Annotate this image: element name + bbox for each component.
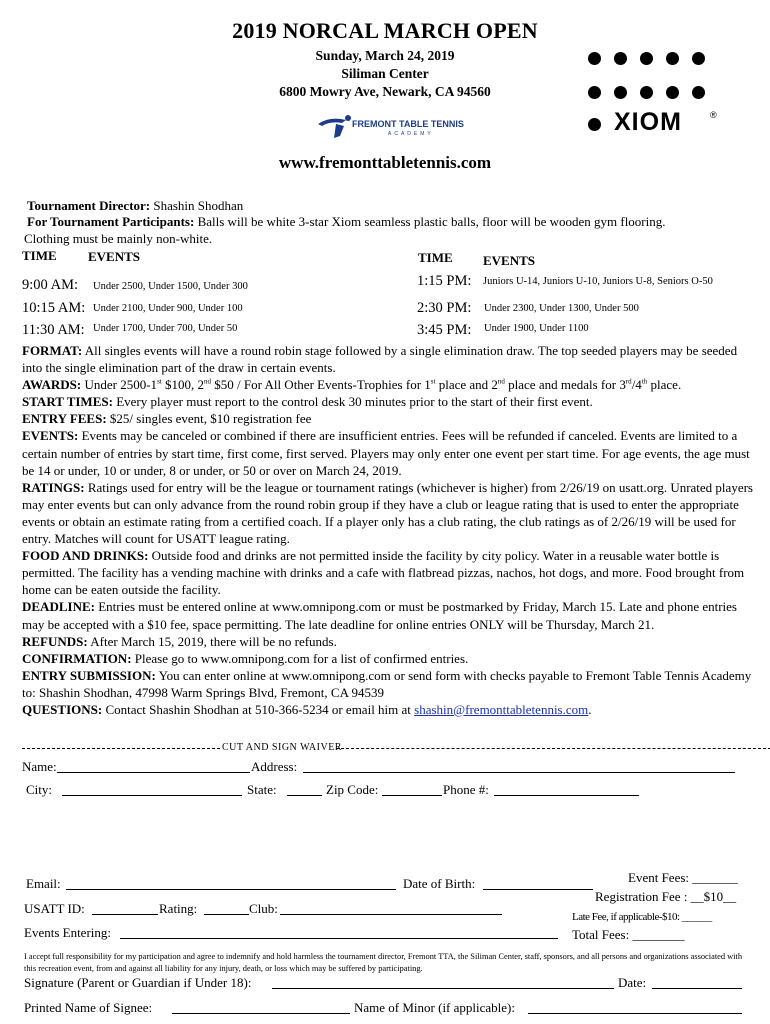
schedule-time: 9:00 AM: [22, 277, 78, 293]
schedule-time: 3:45 PM: [417, 322, 472, 338]
dob-field[interactable] [483, 889, 593, 890]
deadline-paragraph: DEADLINE: Entries must be entered online at www.omnipong.com or must be postmarked by Friday, March 15. Late and phone entries may be accepted with a $10 fee, space permitting. The late deadline for online entries ONLY will be Thursday, March 21. [22, 599, 737, 632]
logo-text: FREMONT TABLE TENNIS [352, 119, 464, 129]
dot-icon [588, 52, 601, 65]
cut-dash-right [336, 748, 770, 749]
events-entering-field[interactable] [120, 938, 558, 939]
rating-label: Rating: [159, 901, 198, 916]
state-field[interactable] [287, 795, 322, 796]
event-venue: Siliman Center [341, 66, 429, 81]
schedule-time: 1:15 PM: [417, 273, 472, 289]
city-label: City: [26, 782, 53, 797]
total-fees-label[interactable]: Total Fees: ________ [572, 927, 685, 942]
minor-name-field[interactable] [528, 1013, 742, 1014]
dot-icon [614, 52, 627, 65]
dot-icon [692, 52, 705, 65]
printed-name-field[interactable] [172, 1013, 350, 1014]
event-date: Sunday, March 24, 2019 [315, 48, 455, 63]
address-label: Address: [251, 759, 298, 774]
email-label: Email: [26, 876, 61, 891]
xiom-logo [588, 52, 728, 136]
schedule-events: Under 2500, Under 1500, Under 300 [93, 281, 248, 292]
schedule-events: Juniors U-14, Juniors U-10, Juniors U-8, Seniors O-50 [483, 276, 713, 287]
events-paragraph: EVENTS: Events may be canceled or combined if there are insufficient entries. Fees will be refunded if canceled. Events are limited to a certain number of entries by start time, first come, first served. Players may only enter one event per start time. For age events, the age must be 14 or under, 10 or under, 8 or under, or 50 or over on March 24, 2019. [22, 428, 750, 478]
minor-name-label: Name of Minor (if applicable): [354, 1000, 515, 1015]
participants-line: For Tournament Participants: Balls will be white 3-star Xiom seamless plastic balls, floor will be wooden gym flooring. [27, 214, 666, 229]
refunds-paragraph: REFUNDS: After March 15, 2019, there will be no refunds. [22, 633, 337, 649]
rating-field[interactable] [204, 914, 249, 915]
phone-label: Phone #: [443, 782, 489, 797]
format-paragraph: FORMAT: All singles events will have a round robin stage followed by a single elimination draw. The top seeded players may be seeded into the single elimination part of the draw in certain events. [22, 343, 738, 376]
dot-icon [640, 86, 653, 99]
dot-icon [614, 86, 627, 99]
dot-icon [666, 86, 679, 99]
schedule-time: 10:15 AM: [22, 300, 86, 316]
name-field[interactable] [57, 772, 250, 773]
entry-fees-paragraph: ENTRY FEES: $25/ singles event, $10 registration fee [22, 411, 312, 427]
website-link[interactable]: www.fremonttabletennis.com [278, 153, 492, 172]
ratings-paragraph: RATINGS: Ratings used for entry will be the league or tournament ratings (whichever is higher) from 2/26/19 on usatt.org. Unrated players may enter events but can only advance from the round robin group if they have a club or league rating that is used to enter the appropriate events or obtain an estimate rating from a certified coach. If a player only has a club rating, the club ratings as of 2/26/19 will be used for entry. Matches will count for USATT league rating. [22, 479, 753, 547]
signature-field[interactable] [272, 988, 614, 989]
dot-icon [640, 52, 653, 65]
schedule-time: 11:30 AM: [22, 322, 85, 338]
dot-icon [692, 86, 705, 99]
fremont-logo [316, 114, 486, 142]
dot-icon [666, 52, 679, 65]
signature-label: Signature (Parent or Guardian if Under 18): [24, 975, 252, 990]
schedule-events: Under 2300, Under 1300, Under 500 [484, 303, 639, 314]
event-address: 6800 Mowry Ave, Newark, CA 94560 [279, 84, 491, 99]
confirmation-paragraph: CONFIRMATION: Please go to www.omnipong.com for a list of confirmed entries. [22, 650, 469, 666]
zip-label: Zip Code: [326, 782, 379, 797]
food-paragraph: FOOD AND DRINKS: Outside food and drinks are not permitted inside the facility by city policy. Water in a reusable water bottle is permitted. The facility has a vending machine with drinks and a cafe with flatbread pizzas, nachos, hot dogs, and more. Food brought from home can be eaten outside the facility. [22, 548, 745, 598]
schedule-events: Under 1700, Under 700, Under 50 [93, 323, 238, 334]
dob-label: Date of Birth: [403, 876, 476, 891]
questions-paragraph: QUESTIONS: Contact Shashin Shodhan at 510-366-5234 or email him at shashin@fremonttabletennis.com. [22, 701, 592, 717]
page-title: 2019 NORCAL MARCH OPEN [232, 18, 538, 43]
printed-name-label: Printed Name of Signee: [24, 1000, 153, 1015]
cut-line [22, 742, 770, 756]
registration-fee-label: Registration Fee : __$10__ [595, 889, 737, 904]
dot-icon [588, 118, 601, 131]
awards-paragraph: AWARDS: Under 2500-1st $100, 2nd $50 / For All Other Events-Trophies for 1st place and 2nd place and medals for 3rd/4th place. [22, 377, 682, 393]
email-link[interactable]: shashin@fremonttabletennis.com [414, 701, 589, 717]
club-field[interactable] [280, 914, 502, 915]
city-field[interactable] [62, 795, 242, 796]
events-header-right: EVENTS [483, 253, 536, 268]
club-label: Club: [249, 901, 278, 916]
state-label: State: [247, 782, 277, 797]
paddle-player-icon [316, 114, 356, 140]
address-field[interactable] [303, 772, 735, 773]
cut-dash-left [22, 748, 220, 749]
dot-icon [588, 86, 601, 99]
zip-field[interactable] [382, 795, 442, 796]
usatt-label: USATT ID: [24, 901, 85, 916]
usatt-field[interactable] [92, 914, 158, 915]
time-header-left: TIME [22, 248, 57, 263]
name-label: Name: [22, 759, 57, 774]
phone-field[interactable] [494, 795, 639, 796]
schedule-events: Under 2100, Under 900, Under 100 [93, 303, 243, 314]
start-times-paragraph: START TIMES: Every player must report to the control desk 30 minutes prior to the start of their first event. [22, 394, 593, 410]
events-entering-label: Events Entering: [24, 925, 112, 940]
sponsor-name: XIOM [614, 108, 682, 136]
events-header-left: EVENTS [88, 249, 141, 264]
clothing-line: Clothing must be mainly non-white. [24, 231, 213, 246]
late-fee-label[interactable]: Late Fee, if applicable-$10: ______ [572, 911, 712, 923]
date-field[interactable] [652, 988, 742, 989]
date-label: Date: [618, 975, 647, 990]
rules-body [22, 342, 758, 718]
schedule-events: Under 1900, Under 1100 [484, 323, 589, 334]
cut-text: CUT AND SIGN WAIVER [222, 742, 342, 753]
submission-paragraph: ENTRY SUBMISSION: You can enter online at www.omnipong.com or send form with checks payable to Fremont Table Tennis Academy to: Shashin Shodhan, 47998 Warm Springs Blvd, Fremont, CA 94539 [22, 667, 752, 700]
event-fees-label[interactable]: Event Fees: _______ [628, 870, 738, 885]
director-line: Tournament Director: Shashin Shodhan [27, 198, 244, 213]
waiver-text: I accept full responsibility for my participation and agree to indemnify and hold harmless the tournament director, Fremont TTA, the Siliman Center, staff, sponsors, and all persons and organizations associated with this recreation event, from and against all liability for any injury, death, or loss which may be suffered by participating. [24, 952, 743, 973]
logo-subtext: ACADEMY [388, 131, 434, 137]
email-field[interactable] [66, 889, 396, 890]
registered-icon: ® [710, 110, 717, 120]
schedule-time: 2:30 PM: [417, 300, 472, 316]
time-header-right: TIME [418, 250, 453, 265]
